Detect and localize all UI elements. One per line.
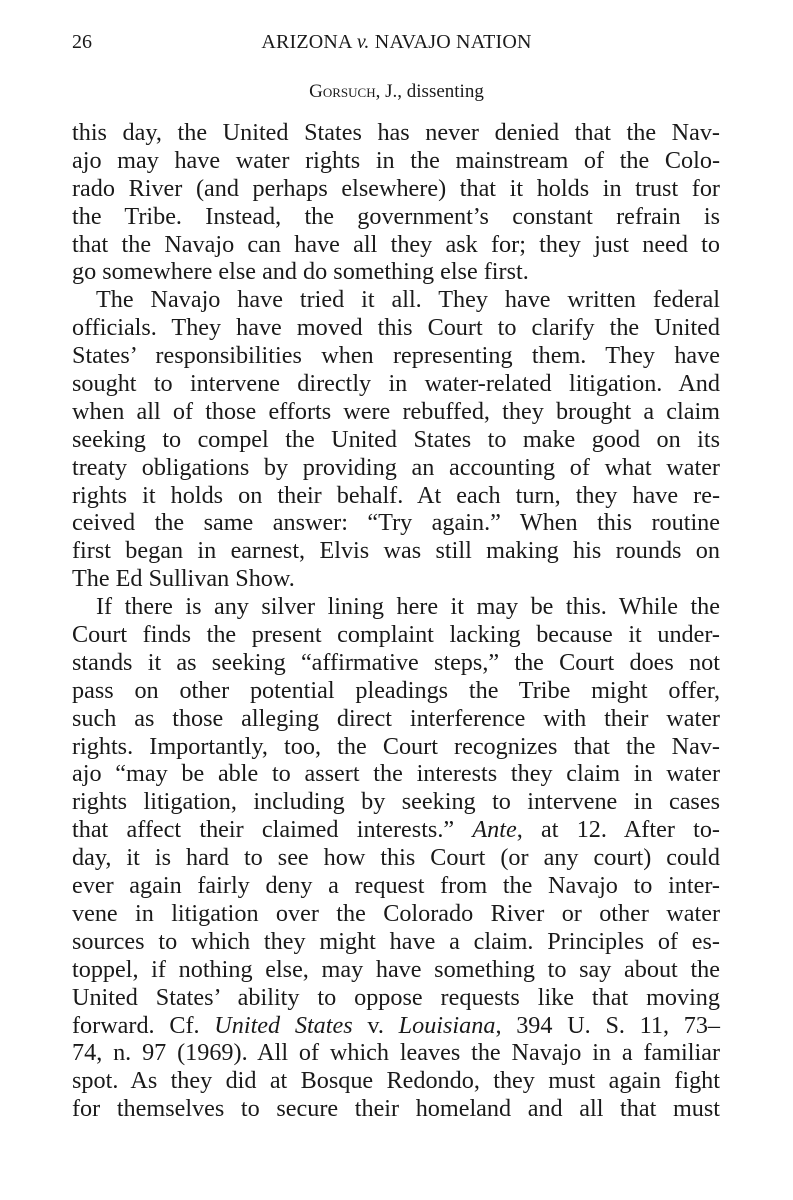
text-line: this day, the United States has never denied that the Nav- [72,119,720,146]
case-name-louisiana: Louisiana [398,1011,496,1039]
text-line: spot. As they did at Bosque Redondo, they must again fight [72,1067,720,1095]
case-name-united-states: United States [214,1011,353,1039]
text-line: If there is any silver lining here it may be this. While the [96,593,720,621]
louisiana-citation-rest: , 394 U. S. 11, 73– [495,1011,721,1039]
text-line: Court finds the present complaint lacking because it under- [72,621,720,649]
text-line: go somewhere else and do something else first. [72,258,529,286]
text-line: ever again fairly deny a request from the Navajo to inter- [72,872,720,900]
text-line-part: that affect their claimed interests.” [72,816,455,844]
text-line: rights it holds on their behalf. At each turn, they have re- [72,481,720,509]
text-line: ceived the same answer: “Try again.” When this routine [72,509,720,537]
case-title-part2: NAVAJO NATION [369,31,532,53]
paragraph-1 [72,119,720,286]
text-line: The Ed Sullivan Show. [72,565,295,593]
text-line: The Navajo have tried it all. They have written federal [96,286,720,314]
case-title-versus: v. [356,31,370,53]
text-line: pass on other potential pleadings the Tribe might offer, [72,676,720,704]
text-line: rights litigation, including by seeking to intervene in cases [72,788,720,816]
text-line-ante-citation [72,816,720,844]
text-line: that the Navajo can have all they ask for; they just need to [72,230,720,258]
text-line-louisiana-citation [72,1012,720,1040]
text-line: rights. Importantly, too, the Court recognizes that the Nav- [72,732,720,760]
text-line: when all of those efforts were rebuffed, they brought a claim [72,397,720,425]
text-line: stands it as seeking “affirmative steps,” the Court does not [72,648,720,676]
text-line: treaty obligations by providing an accounting of what water [72,453,720,481]
text-line: for themselves to secure their homeland and all that must [72,1095,720,1123]
text-line: vene in litigation over the Colorado River or other water [72,899,720,927]
text-line: such as those alleging direct interference with their water [72,704,720,732]
case-title-part1: ARIZONA [261,31,357,53]
paragraph-2 [72,286,720,593]
text-line-part: forward. Cf. [72,1011,200,1039]
text-line: 74, n. 97 (1969). All of which leaves the Navajo in a familiar [72,1039,720,1067]
text-line: ajo “may be able to assert the interests they claim in water [72,760,720,788]
text-line: first began in earnest, Elvis was still making his rounds on [72,537,720,565]
text-line: officials. They have moved this Court to clarify the United [72,314,720,342]
opinion-suffix: , J., dissenting [375,81,484,102]
text-line: sources to which they might have a claim. Principles of es- [72,927,720,955]
text-line: the Tribe. Instead, the government’s constant refrain is [72,202,720,230]
text-line: sought to intervene directly in water-related litigation. And [72,370,720,398]
text-line: ajo may have water rights in the mainstream of the Colo- [72,146,720,174]
text-line: seeking to compel the United States to make good on its [72,425,720,453]
opinion-author: Gorsuch [309,81,376,102]
case-name-versus: v. [352,1011,399,1039]
case-title [0,30,793,54]
page-number: 26 [72,31,92,53]
text-line: rado River (and perhaps elsewhere) that it holds in trust for [72,174,720,202]
text-line: United States’ ability to oppose requests like that moving [72,983,720,1011]
text-line: States’ responsibilities when representing them. They have [72,342,720,370]
body-text [72,119,720,1123]
opinion-label [0,80,793,104]
ante-citation: Ante [472,816,517,844]
ante-citation-rest: , at 12. After to- [516,816,720,844]
text-line: toppel, if nothing else, may have something to say about the [72,955,720,983]
paragraph-3 [72,593,720,1123]
text-line: day, it is hard to see how this Court (or any court) could [72,844,720,872]
